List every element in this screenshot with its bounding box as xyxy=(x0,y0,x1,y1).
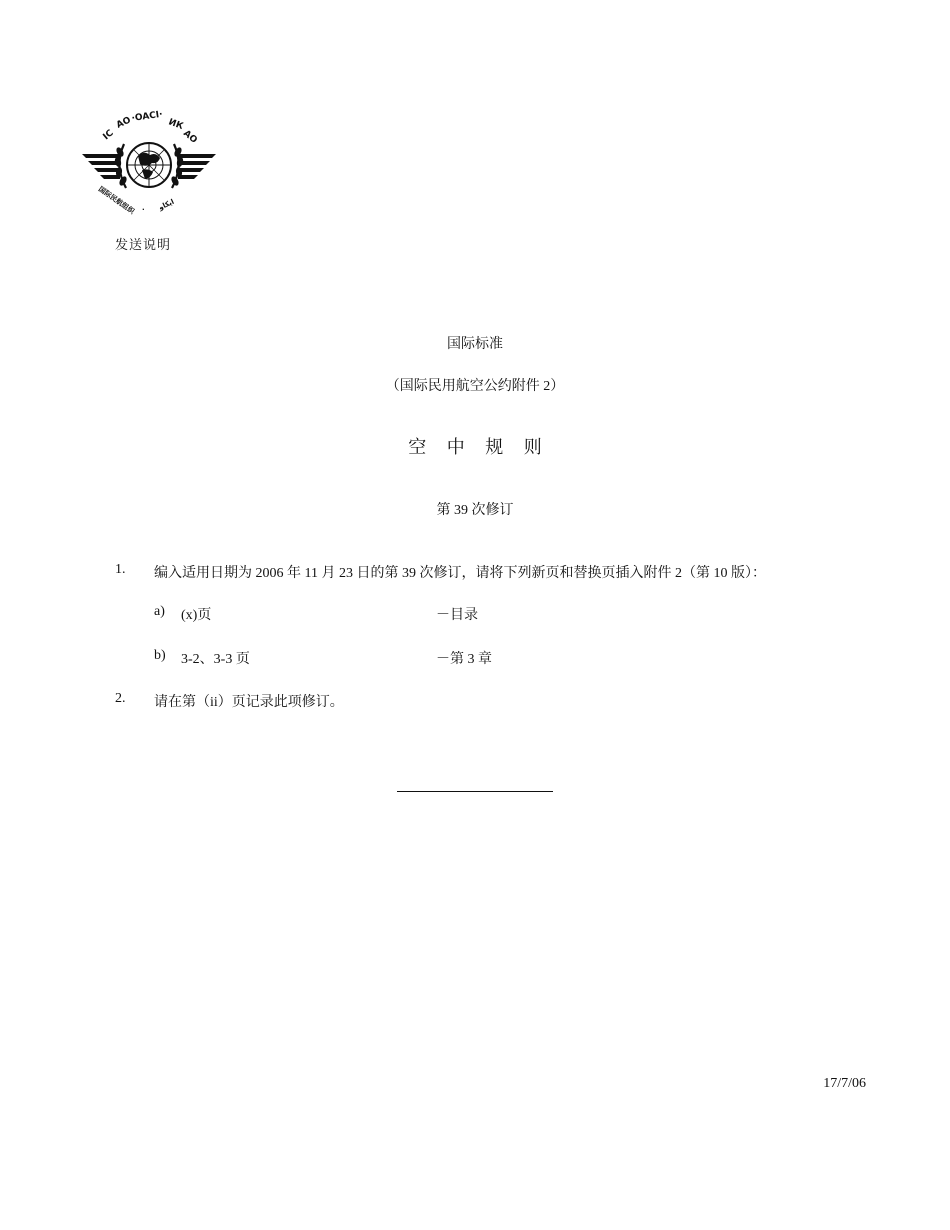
subitem-pages: 3-2、3-3 页 xyxy=(181,652,250,667)
svg-text:АО: АО xyxy=(181,128,199,146)
item-text: 编入适用日期为 2006 年 11 月 23 日的第 39 次修订，请将下列新页和替换页插入附件 2（第 10 版）： xyxy=(154,566,766,581)
item-number: 2. xyxy=(115,691,126,706)
subitem-description: －目录 xyxy=(436,608,478,623)
item-number: 1. xyxy=(115,562,126,577)
svg-text:IC: IC xyxy=(101,128,116,143)
amendment-number: 第 39 次修订 xyxy=(436,503,514,518)
standard-heading: 国际标准 xyxy=(447,337,503,352)
icao-logo xyxy=(80,108,218,226)
issue-date: 17/7/06 xyxy=(823,1076,866,1091)
icao-emblem-icon xyxy=(80,108,218,226)
transmittal-label: 发送说明 xyxy=(115,238,172,253)
svg-text:·OACI·: ·OACI· xyxy=(131,109,164,124)
section-divider xyxy=(397,791,553,792)
svg-text:·: · xyxy=(142,206,145,214)
document-title: 空 中 规 则 xyxy=(408,437,550,457)
item-text: 请在第（ii）页记录此项修订。 xyxy=(154,695,344,710)
subitem-pages: (x)页 xyxy=(181,608,212,623)
subitem-letter: b) xyxy=(154,648,166,663)
annex-subtitle: （国际民用航空公约附件 2） xyxy=(385,379,565,394)
svg-text:AO: AO xyxy=(115,115,133,131)
subitem-description: －第 3 章 xyxy=(436,652,492,667)
subitem-letter: a) xyxy=(154,604,165,619)
svg-text:ايكاو: ايكاو xyxy=(157,197,176,212)
svg-text:ИК: ИК xyxy=(166,117,185,132)
svg-text:国际民航组织: 国际民航组织 xyxy=(96,185,136,216)
